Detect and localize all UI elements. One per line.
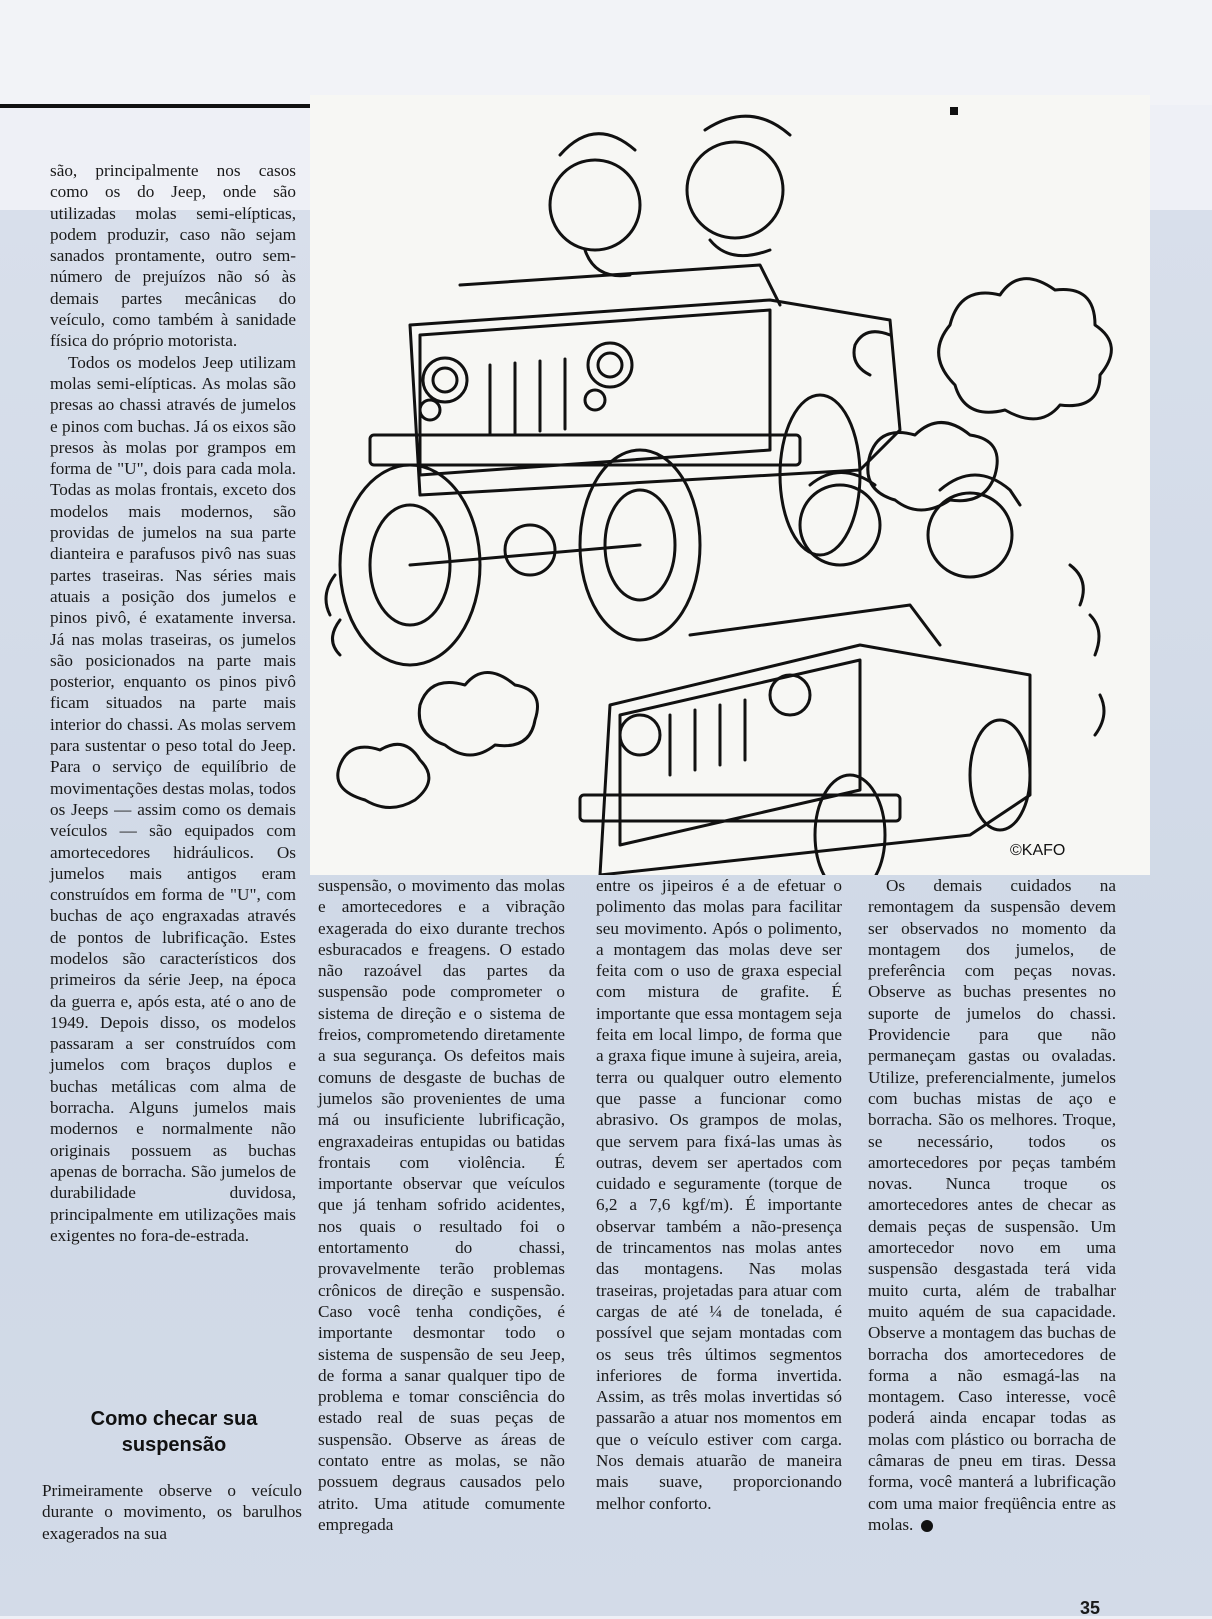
- page-top: [0, 0, 1212, 105]
- col4-text: Os demais cuidados na remontagem da suspensão devem ser observados no momento da montagem dos jumelos, de preferência com peças novas. Observe as buchas presentes no suporte de jumelos do chassi. Providencie para que não permaneçam gastas ou ovaladas. Utilize, preferencialmente, jumelos com buchas mistas de aço e borracha. São os melhores. Troque, se necessário, todos os amortecedores por peças também novas. Nunca troque os amortecedores antes de checar as demais peças de suspensão. Um amortecedor novo em uma suspensão desgastada terá vida muito curta, além de trabalhar muito aquém de sua capacidade. Observe a montagem das buchas de borracha dos amortecedores de forma a não esmagá-las na montagem. Caso interesse, você poderá ainda encapar todas as molas com plástico ou borracha de câmaras de pneu em tiras. Dessa forma, você manterá a lubrificação com uma maior freqüência entre as molas.: [868, 876, 1116, 1534]
- illustration-signature: ©KAFO: [1010, 842, 1066, 859]
- column-1-lower: [42, 1480, 302, 1544]
- column-1: [50, 160, 296, 1246]
- column-4: [868, 875, 1116, 1535]
- jeep-cartoon-illustration: [310, 95, 1150, 875]
- col1-paragraph-1: são, principalmente nos casos como os do Jeep, onde são utilizadas molas semi-elípticas, podem produzir, caso não sejam sanados prontamente, outro sem-número de prejuízos não só às demais partes mecânicas do veículo, como também à sanidade física do próprio motorista.: [50, 161, 296, 351]
- col1-paragraph-2: Todos os modelos Jeep utilizam molas semi-elípticas. As molas são presas ao chassi através de jumelos e pinos com buchas. Já os eixos são presos às molas por grampos em forma de "U", dois para cada mola. Todas as molas frontais, exceto dos modelos mais modernos, são providas de jumelos na sua parte dianteira e parafusos pivô nas suas partes traseiras. Nas séries mais atuais a posição dos jumelos e pinos pivô, é exatamente inversa. Já nas molas traseiras, os jumelos são posicionados na parte mais posterior, enquanto os pinos pivô ficam situados na parte mais interior do chassi. As molas servem para sustentar o peso total do Jeep. Para o serviço de equilíbrio de movimentações destas molas, todos os Jeeps — assim como os demais veículos — são equipados com amortecedores hidráulicos. Os jumelos mais antigos eram construídos em forma de "U", com buchas de aço engraxadas através de pontos de lubrificação. Estes modelos são característicos dos primeiros da série Jeep, na época da guerra e, após esta, até o ano de 1949. Depois disso, os modelos passaram a ser construídos com jumelos com braços duplos e buchas metálicas com alma de borracha. Alguns jumelos mais modernos e normalmente não originais possuem as buchas apenas de borracha. São jumelos de durabilidade duvidosa, principalmente em utilizações mais exigentes no fora-de-estrada.: [50, 352, 296, 1245]
- column-2: [318, 875, 565, 1535]
- col4-paragraph-1: [868, 875, 1116, 1535]
- col3-paragraph-1: entre os jipeiros é a de efetuar o polimento das molas para facilitar seu movimento. Após o polimento, a montagem das molas deve ser feita com o uso de graxa especial com mistura de grafite. É importante que essa montagem seja feita em local limpo, de forma que a graxa fique imune à sujeira, areia, terra ou qualquer outro elemento que passe a funcionar como abrasivo. Os grampos de molas, que servem para fixá-las umas às outras, devem ser apertados com cuidado e seguramente (torque de 6,2 a 7,6 kgf/m). É importante observar também a não-presença de trincamentos nas molas antes das montagens. Nas molas traseiras, projetadas para atuar com cargas de até ¼ de tonelada, é possível que sejam montadas com os seus três últimos segmentos inferiores de forma invertida. Assim, as três molas invertidas só passarão a atuar nos momentos em que o veículo estiver com carga. Nos demais atuarão de maneira mais suave, proporcionando melhor conforto.: [596, 876, 842, 1513]
- page-number: 35: [1080, 1598, 1101, 1618]
- column-3: [596, 875, 842, 1514]
- section-heading: Como checar sua suspensão: [90, 1408, 258, 1456]
- end-of-article-mark: [921, 1520, 933, 1532]
- col1b-paragraph-1: Primeiramente observe o veículo durante o movimento, os barulhos exagerados na sua: [42, 1481, 302, 1543]
- col2-paragraph-1: suspensão, o movimento das molas e amortecedores e a vibração exagerada do eixo durante trechos esburacados e freagens. O estado não razoável das partes da suspensão pode comprometer o sistema de direção e o sistema de freios, comprometendo diretamente a sua segurança. Os defeitos mais comuns de desgaste de buchas de jumelos são provenientes de uma má ou insuficiente lubrificação, engraxadeiras entupidas ou batidas frontais com violência. É importante observar que veículos que já tenham sofrido acidentes, nos quais o resultado foi o entortamento do chassi, provavelmente terão problemas crônicos de direção e suspensão. Caso você tenha condições, é importante desmontar todo o sistema de suspensão de seu Jeep, de forma a sanar qualquer tipo de problema e tomar consciência do estado real de suas peças de suspensão. Observe as áreas de contato entre as molas, se não possuem degraus causados pelo atrito. Uma atitude comumente empregada: [318, 876, 565, 1534]
